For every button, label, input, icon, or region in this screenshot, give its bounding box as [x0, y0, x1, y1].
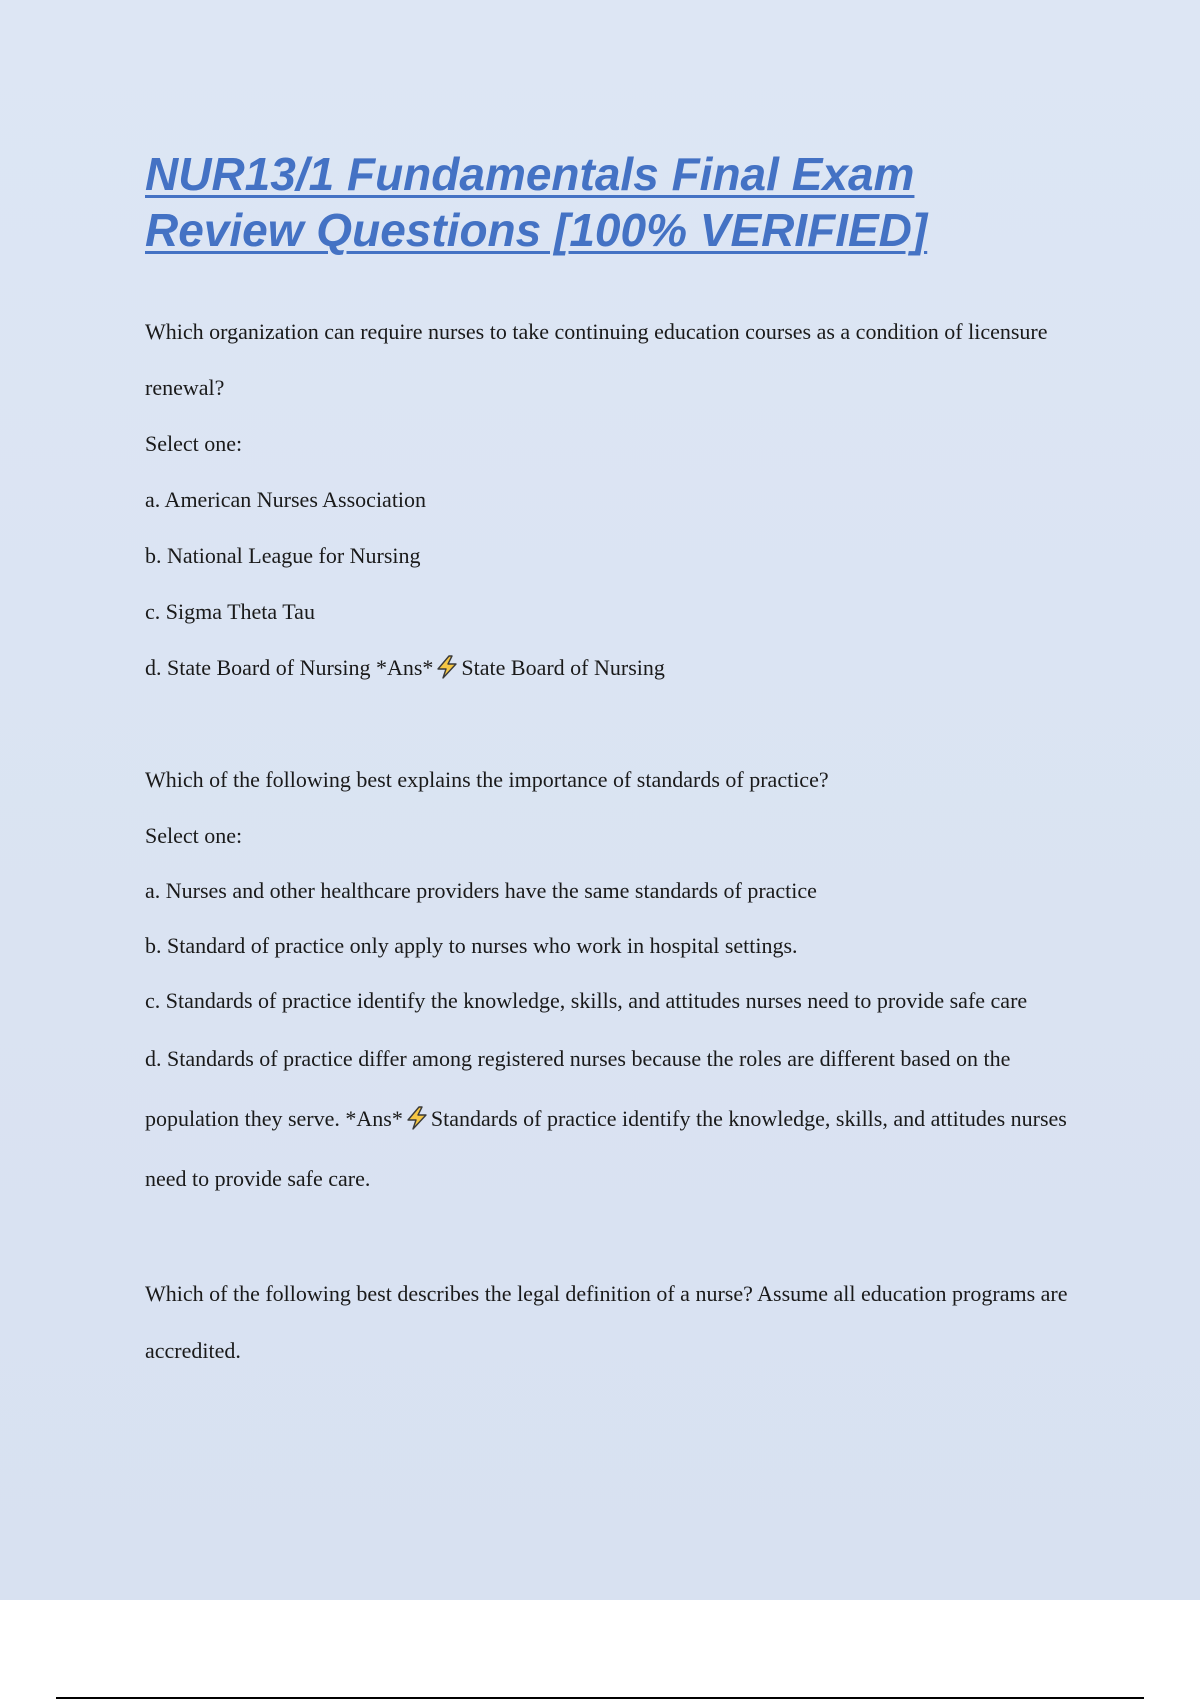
option-d — [145, 640, 1085, 696]
answer-text: Standards of practice identify the knowledge, skills, and attitudes nurses need to provide safe care. — [145, 1106, 1067, 1191]
answer-marker: *Ans* — [345, 1106, 403, 1131]
question-prompt: Which organization can require nurses to take continuing education courses as a condition of licensure renewal? — [145, 319, 1048, 400]
question-2 — [145, 752, 1085, 1209]
document-content — [145, 146, 1085, 1435]
answer-marker: *Ans* — [375, 655, 434, 680]
select-one-label: Select one: — [145, 431, 243, 456]
answer-text: State Board of Nursing — [461, 655, 665, 680]
option-c: c. Sigma Theta Tau — [145, 599, 315, 624]
option-a: a. American Nurses Association — [145, 487, 427, 512]
lightning-bolt-icon — [434, 655, 460, 679]
question-3 — [145, 1265, 1085, 1379]
question-prompt: Which of the following best describes the legal definition of a nurse? Assume all education programs are accredited. — [145, 1281, 1068, 1363]
option-d — [145, 1029, 1085, 1209]
option-b: b. National League for Nursing — [145, 543, 421, 568]
option-c: c. Standards of practice identify the knowledge, skills, and attitudes nurses need to provide safe care — [145, 988, 1028, 1013]
option-d-text: d. Standards of practice differ among registered nurses because the roles are different based on the population they serve. — [145, 1046, 1011, 1131]
document-title: NUR13/1 Fundamentals Final Exam Review Questions [100% VERIFIED] — [145, 148, 928, 256]
select-one-label: Select one: — [145, 823, 243, 848]
question-1 — [145, 304, 1085, 696]
option-d-text: d. State Board of Nursing — [145, 655, 371, 680]
footer-divider — [56, 1697, 1144, 1699]
option-a: a. Nurses and other healthcare providers have the same standards of practice — [145, 878, 817, 903]
question-prompt: Which of the following best explains the importance of standards of practice? — [145, 767, 829, 792]
lightning-bolt-icon — [404, 1106, 430, 1130]
option-b: b. Standard of practice only apply to nurses who work in hospital settings. — [145, 933, 798, 958]
